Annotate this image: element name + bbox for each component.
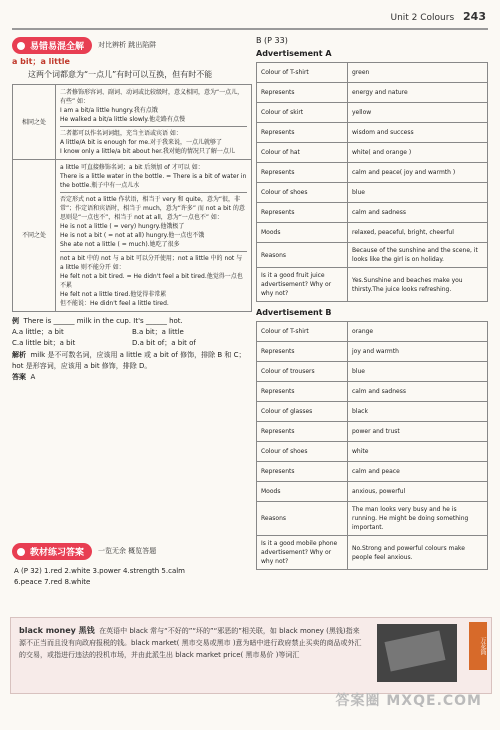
field-value: Because of the sunshine and the scene, it looks like the girl is on holiday.	[348, 243, 488, 268]
field-label: Represents	[257, 123, 348, 143]
watermark: 答案圈 MXQE.COM	[335, 693, 482, 709]
table-row	[257, 342, 488, 362]
answer-label: 答案	[12, 372, 26, 381]
field-value: calm and sadness	[348, 203, 488, 223]
banner-title: 易错易混全解	[12, 37, 92, 54]
field-label: Represents	[257, 83, 348, 103]
row-line: 否定形式 not a little 作状语，相当于 very 和 quite，意为“很，非常”；作定语和宾语时，相当于 much，意为“许多” 而 not a bit 的意思则是“一点也不”，相当于 not at all，意为“一点也不” 如：	[60, 196, 245, 221]
field-value: black	[348, 402, 488, 422]
footer-box	[10, 617, 492, 694]
field-value: blue	[348, 183, 488, 203]
table-row	[257, 83, 488, 103]
field-value: wisdom and success	[348, 123, 488, 143]
field-value: calm and peace( joy and warmth )	[348, 163, 488, 183]
field-value: orange	[348, 322, 488, 342]
row-category: 不同之处	[13, 160, 56, 312]
row-line: 二者修饰形容词、副词、动词或比较级时，意义相同，意为“一点儿，有些” 如：	[60, 89, 244, 105]
table-row	[257, 268, 488, 302]
field-label: Reasons	[257, 502, 348, 536]
table-row	[257, 163, 488, 183]
footer-tag: 万花筒	[469, 622, 487, 670]
field-value: green	[348, 63, 488, 83]
row-line: A little/A bit is enough for me.对于我来说，一点儿就够了	[60, 139, 222, 146]
field-label: Colour of T-shirt	[257, 322, 348, 342]
field-label: Represents	[257, 462, 348, 482]
row-line: He felt not a little tired.他觉得非常累	[60, 291, 167, 298]
field-value: calm and peace	[348, 462, 488, 482]
table-row	[13, 160, 252, 312]
ad-a-title: Advertisement A	[256, 49, 332, 58]
section-banner-mistakes	[12, 36, 156, 54]
row-line: not a bit 中的 not 与 a bit 可以分开使用；not a little 中的 not 与 a little 则不能分开 如：	[60, 255, 243, 271]
example-question	[12, 316, 252, 383]
field-label: Colour of hat	[257, 143, 348, 163]
row-line: I know only a little/a bit about her.我对她的情况只了解一点儿	[60, 148, 235, 155]
table-row	[257, 63, 488, 83]
table-row	[257, 422, 488, 442]
field-value: anxious, powerful	[348, 482, 488, 502]
row-line: 二者都可以作名词词组，充当主语或宾语 如：	[60, 130, 182, 137]
field-label: Represents	[257, 342, 348, 362]
ad-b-title: Advertisement B	[256, 308, 332, 317]
field-label: Colour of shoes	[257, 183, 348, 203]
right-column	[256, 34, 488, 570]
example-stem: There is ______ milk in the cup. It's ______ hot.	[23, 317, 183, 325]
field-label: Colour of T-shirt	[257, 63, 348, 83]
money-photo	[377, 624, 457, 682]
field-value: power and trust	[348, 422, 488, 442]
row-line: He is not a bit ( = not at all) hungry.他一点也不饿	[60, 232, 205, 239]
table-row	[257, 482, 488, 502]
table-row	[257, 536, 488, 570]
option-b: B.a bit；a little	[132, 328, 184, 337]
field-label: Colour of shoes	[257, 442, 348, 462]
table-row	[257, 322, 488, 342]
field-label: Represents	[257, 382, 348, 402]
table-row	[257, 442, 488, 462]
table-row	[257, 203, 488, 223]
analysis-text: milk 是不可数名词，应该用 a little 或 a bit of 修饰，排除 B 和 C；hot 是形容词，应该用 a bit 修饰，排除 D。	[12, 350, 246, 370]
field-value: yellow	[348, 103, 488, 123]
row-line: There is a little water in the bottle. = There is a bit of water in the bottle.瓶子中有一点儿水	[60, 172, 247, 193]
field-value: energy and nature	[348, 83, 488, 103]
footer-text: 在英语中 black 常与“不好的”“坏的”“邪恶的”相关联，如 black money (黑钱)指来源不正当而且没有向政府报税的钱。black market( 黑市交易或黑市 )意为暗中进行政府禁止买卖的商品或外汇的交易，或指进行违法的投机市场，并由此派生出 black market price( 黑市易价 )等词汇	[19, 627, 362, 659]
table-row	[257, 502, 488, 536]
analysis-label: 解析	[12, 350, 26, 359]
field-value: The man looks very busy and he is running. He might be doing something important.	[348, 502, 488, 536]
field-value: white	[348, 442, 488, 462]
table-row	[257, 223, 488, 243]
field-label: Is it a good fruit juice advertisement? Why or why not?	[257, 268, 348, 302]
unit-title: Unit 2 Colours	[390, 13, 455, 23]
field-value: Yes.Sunshine and beaches make you thirsty.The juice looks refreshing.	[348, 268, 488, 302]
row-content	[56, 85, 252, 160]
field-label: Represents	[257, 422, 348, 442]
table-row	[257, 123, 488, 143]
table-row	[257, 103, 488, 123]
row-content	[56, 160, 252, 312]
row-category: 相同之处	[13, 85, 56, 160]
field-value: relaxed, peaceful, bright, cheerful	[348, 223, 488, 243]
answers-line: 6.peace 7.red 8.white	[14, 578, 91, 587]
table-row	[257, 143, 488, 163]
left-column	[12, 56, 252, 383]
comparison-table	[12, 84, 252, 312]
table-row	[13, 85, 252, 160]
field-label: Moods	[257, 223, 348, 243]
field-value: joy and warmth	[348, 342, 488, 362]
row-line: He walked a bit/a little slowly.他走路有点慢	[60, 115, 247, 127]
answers-line: A (P 32) 1.red 2.white 3.power 4.strength 5.calm	[14, 567, 186, 575]
field-value: calm and sadness	[348, 382, 488, 402]
footer-text-block	[19, 624, 364, 662]
header-divider	[12, 28, 488, 30]
field-label: Colour of glasses	[257, 402, 348, 422]
field-value: white( and orange )	[348, 143, 488, 163]
section-banner-answers	[12, 542, 156, 560]
section-title: a bit；a little	[12, 57, 70, 66]
textbook-answers	[14, 566, 254, 588]
field-label: Is it a good mobile phone advertisement? Why or why not?	[257, 536, 348, 570]
banner-subtitle: 一览无余 概览答题	[98, 547, 157, 555]
field-label: Reasons	[257, 243, 348, 268]
table-row	[257, 462, 488, 482]
field-label: Moods	[257, 482, 348, 502]
banner-title: 教材练习答案	[12, 543, 92, 560]
field-label: Colour of skirt	[257, 103, 348, 123]
exercise-ref: B (P 33)	[256, 36, 288, 45]
option-c: C.a little bit；a bit	[12, 339, 76, 348]
field-value: No.Strong and powerful colours make people feel anxious.	[348, 536, 488, 570]
row-line: I am a bit/a little hungry.我有点饿	[60, 107, 158, 114]
field-label: Represents	[257, 203, 348, 223]
table-row	[257, 243, 488, 268]
row-line: a little 可直接修饰名词；a bit 后须加 of 才可以 如：	[60, 164, 204, 171]
answer-value: A	[30, 372, 36, 381]
footer-term: black money 黑钱	[19, 626, 95, 635]
row-line: He felt not a bit tired. = He didn't feel a bit tired.他觉得一点也不累	[60, 273, 243, 289]
row-line: She ate not a little ( = much).她吃了很多	[60, 240, 247, 252]
table-row	[257, 382, 488, 402]
table-row	[257, 183, 488, 203]
ad-b-table	[256, 321, 488, 570]
field-value: blue	[348, 362, 488, 382]
field-label: Colour of trousers	[257, 362, 348, 382]
row-line: 但不能说：He didn't feel a little tired.	[60, 300, 169, 307]
page-header	[390, 10, 486, 23]
page-number: 243	[463, 10, 486, 23]
table-row	[257, 362, 488, 382]
example-label: 例	[12, 317, 19, 325]
row-line: He is not a little ( = very) hungry.他饿极了	[60, 223, 185, 230]
banner-subtitle: 对比辨析 跳出陷阱	[98, 41, 157, 49]
ad-a-table	[256, 62, 488, 302]
option-d: D.a bit of；a bit of	[132, 339, 196, 348]
section-intro: 这两个词都意为“一点儿”有时可以互换，但有时不能	[28, 70, 213, 79]
field-label: Represents	[257, 163, 348, 183]
table-row	[257, 402, 488, 422]
option-a: A.a little；a bit	[12, 328, 64, 337]
